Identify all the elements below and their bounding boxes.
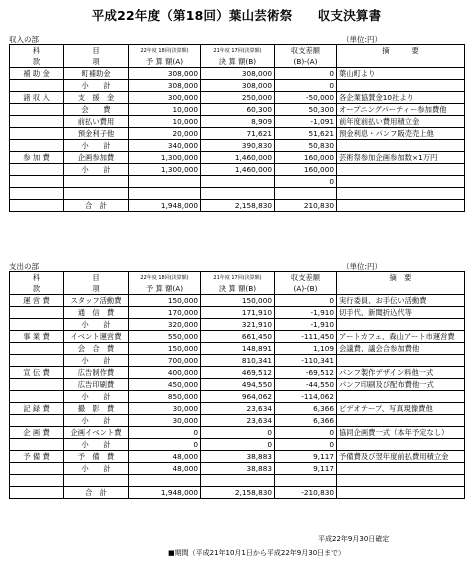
budget-cell: 300,000 — [129, 92, 201, 104]
kan-cell: 宣 伝 費 — [10, 367, 64, 379]
note-cell: 実行委員、お手伝い活動費 — [337, 295, 465, 307]
kan-cell — [10, 164, 64, 176]
expense-body — [10, 295, 465, 499]
diff-cell: 160,000 — [275, 152, 337, 164]
note-cell — [337, 176, 465, 188]
table-row — [10, 152, 465, 164]
kan-cell — [10, 343, 64, 355]
kan-cell: 記 録 費 — [10, 403, 64, 415]
kou-cell: 広告印刷費 — [64, 379, 129, 391]
diff-cell: -210,830 — [275, 487, 337, 499]
note-cell: 葉山町より — [337, 68, 465, 80]
actual-cell: 810,341 — [201, 355, 275, 367]
diff-cell: -44,550 — [275, 379, 337, 391]
diff-cell: 50,300 — [275, 104, 337, 116]
table-row — [10, 367, 465, 379]
header-actual: 決 算 額(B) — [201, 56, 275, 68]
budget-cell: 700,000 — [129, 355, 201, 367]
kan-cell: 企 画 費 — [10, 427, 64, 439]
note-cell — [337, 200, 465, 212]
actual-cell: 1,460,000 — [201, 164, 275, 176]
note-cell — [337, 164, 465, 176]
diff-cell: 9,117 — [275, 451, 337, 463]
table-row — [10, 176, 465, 188]
period-note: ■期間（平成21年10月1日から平成22年9月30日まで） — [168, 549, 346, 557]
actual-cell: 1,460,000 — [201, 152, 275, 164]
note-cell — [337, 80, 465, 92]
budget-cell: 450,000 — [129, 379, 201, 391]
table-row — [10, 92, 465, 104]
budget-cell — [129, 176, 201, 188]
kan-cell: 諸 収 入 — [10, 92, 64, 104]
diff-cell: -69,512 — [275, 367, 337, 379]
actual-cell: 38,883 — [201, 463, 275, 475]
note-cell — [337, 319, 465, 331]
table-row — [10, 295, 465, 307]
income-table — [9, 44, 465, 212]
diff-cell: 51,621 — [275, 128, 337, 140]
kou-cell: 預金利子他 — [64, 128, 129, 140]
actual-cell — [201, 176, 275, 188]
kou-cell: 前払い費用 — [64, 116, 129, 128]
header-kamoku: 科 — [10, 45, 64, 57]
header-diff-formula: (A)-(B) — [275, 283, 337, 295]
diff-cell: -111,450 — [275, 331, 337, 343]
kou-cell: 企画参加費 — [64, 152, 129, 164]
budget-cell: 1,300,000 — [129, 152, 201, 164]
budget-cell: 550,000 — [129, 331, 201, 343]
budget-cell: 48,000 — [129, 451, 201, 463]
expense-header-row-2 — [10, 283, 465, 295]
kan-cell — [10, 128, 64, 140]
kou-cell: 会 費 — [64, 104, 129, 116]
header-kan: 款 — [10, 283, 64, 295]
diff-cell: 1,109 — [275, 343, 337, 355]
table-row — [10, 319, 465, 331]
table-row — [10, 463, 465, 475]
actual-cell: 661,450 — [201, 331, 275, 343]
kou-cell: 広告制作費 — [64, 367, 129, 379]
kou-cell: 小 計 — [64, 140, 129, 152]
header-kan: 款 — [10, 56, 64, 68]
kan-cell — [10, 319, 64, 331]
table-row — [10, 307, 465, 319]
table-row — [10, 487, 465, 499]
budget-cell — [129, 475, 201, 487]
note-cell: 各企業協賛金10社より — [337, 92, 465, 104]
kou-cell: 会 合 費 — [64, 343, 129, 355]
budget-cell: 170,000 — [129, 307, 201, 319]
budget-cell: 10,000 — [129, 116, 201, 128]
table-row — [10, 475, 465, 487]
header-note: 摘 要 — [337, 272, 465, 284]
budget-cell: 30,000 — [129, 403, 201, 415]
diff-cell — [275, 188, 337, 200]
kan-cell — [10, 415, 64, 427]
kou-cell: 小 計 — [64, 415, 129, 427]
table-row — [10, 343, 465, 355]
note-cell: 芸術祭参加企画参加数×1万円 — [337, 152, 465, 164]
kan-cell — [10, 391, 64, 403]
kou-cell: 小 計 — [64, 439, 129, 451]
note-cell: 前年度前払い費用積立金 — [337, 116, 465, 128]
header-year-22: 22年度 18回(決算額) — [129, 45, 201, 57]
kan-cell: 予 備 費 — [10, 451, 64, 463]
diff-cell: 0 — [275, 295, 337, 307]
kan-cell — [10, 475, 64, 487]
header-kou: 項 — [64, 56, 129, 68]
actual-cell: 38,883 — [201, 451, 275, 463]
budget-cell: 10,000 — [129, 104, 201, 116]
actual-cell — [201, 475, 275, 487]
diff-cell: 0 — [275, 176, 337, 188]
note-cell — [337, 487, 465, 499]
table-row — [10, 80, 465, 92]
header-actual: 決 算 額(B) — [201, 283, 275, 295]
diff-cell: -110,341 — [275, 355, 337, 367]
kan-cell — [10, 140, 64, 152]
table-row — [10, 391, 465, 403]
diff-cell: -50,000 — [275, 92, 337, 104]
table-row — [10, 403, 465, 415]
kou-cell: 小 計 — [64, 164, 129, 176]
budget-cell: 320,000 — [129, 319, 201, 331]
kan-cell — [10, 104, 64, 116]
actual-cell: 148,891 — [201, 343, 275, 355]
diff-cell — [275, 475, 337, 487]
budget-cell: 1,948,000 — [129, 200, 201, 212]
note-cell: オープニングパーティー参加費他 — [337, 104, 465, 116]
note-cell: 予備費及び翌年度前払費用積立金 — [337, 451, 465, 463]
actual-cell: 71,621 — [201, 128, 275, 140]
actual-cell: 8,909 — [201, 116, 275, 128]
budget-cell: 308,000 — [129, 68, 201, 80]
header-year-21: 21年度 17回(決算額) — [201, 272, 275, 284]
income-body — [10, 68, 465, 212]
actual-cell: 23,634 — [201, 403, 275, 415]
budget-cell: 0 — [129, 439, 201, 451]
table-row — [10, 427, 465, 439]
budget-cell: 48,000 — [129, 463, 201, 475]
kan-cell — [10, 439, 64, 451]
header-note — [337, 45, 465, 57]
note-cell — [337, 355, 465, 367]
diff-cell: -1,910 — [275, 319, 337, 331]
diff-cell: 6,366 — [275, 415, 337, 427]
note-cell — [337, 140, 465, 152]
kou-cell: 予 備 費 — [64, 451, 129, 463]
income-header-row-1 — [10, 45, 465, 57]
note-cell: 預金利息・パンフ販売売上他 — [337, 128, 465, 140]
actual-cell: 0 — [201, 439, 275, 451]
kou-cell: 小 計 — [64, 319, 129, 331]
actual-cell: 469,512 — [201, 367, 275, 379]
diff-cell: 0 — [275, 427, 337, 439]
actual-cell: 494,550 — [201, 379, 275, 391]
kou-cell: 撮 影 費 — [64, 403, 129, 415]
header-blank — [337, 283, 465, 295]
actual-cell: 321,910 — [201, 319, 275, 331]
budget-cell: 1,300,000 — [129, 164, 201, 176]
kou-cell — [64, 188, 129, 200]
budget-cell: 30,000 — [129, 415, 201, 427]
budget-cell: 20,000 — [129, 128, 201, 140]
table-row — [10, 140, 465, 152]
kou-cell: 町補助金 — [64, 68, 129, 80]
header-blank — [337, 56, 465, 68]
kou-cell: 企画イベント費 — [64, 427, 129, 439]
header-moku: 目 — [64, 272, 129, 284]
diff-cell: 210,830 — [275, 200, 337, 212]
kou-cell: 小 計 — [64, 391, 129, 403]
table-row — [10, 68, 465, 80]
diff-cell: 0 — [275, 68, 337, 80]
header-note-1: 摘 — [382, 45, 390, 55]
kan-cell: 参 加 費 — [10, 152, 64, 164]
header-note-2: 要 — [411, 45, 419, 55]
diff-cell: 160,000 — [275, 164, 337, 176]
table-row — [10, 116, 465, 128]
actual-cell: 964,062 — [201, 391, 275, 403]
table-row — [10, 415, 465, 427]
header-year-21: 21年度 17回(決算額) — [201, 45, 275, 57]
header-moku: 目 — [64, 45, 129, 57]
actual-cell: 0 — [201, 427, 275, 439]
budget-cell: 400,000 — [129, 367, 201, 379]
diff-cell: -1,091 — [275, 116, 337, 128]
note-cell — [337, 415, 465, 427]
table-row — [10, 104, 465, 116]
note-cell: 切手代、新聞折込代等 — [337, 307, 465, 319]
note-cell — [337, 463, 465, 475]
table-row — [10, 128, 465, 140]
kou-cell: イベント運営費 — [64, 331, 129, 343]
budget-cell: 340,000 — [129, 140, 201, 152]
budget-cell — [129, 188, 201, 200]
diff-cell: -114,062 — [275, 391, 337, 403]
note-cell: 協同企画費一式（本年予定なし） — [337, 427, 465, 439]
kou-cell — [64, 475, 129, 487]
expense-unit-label: （単位:円） — [342, 262, 383, 271]
kan-cell — [10, 355, 64, 367]
expense-table — [9, 271, 465, 499]
kou-cell: 小 計 — [64, 355, 129, 367]
actual-cell: 250,000 — [201, 92, 275, 104]
note-cell: アートカフェ、森山アート市運営費 — [337, 331, 465, 343]
actual-cell: 2,158,830 — [201, 487, 275, 499]
kan-cell — [10, 80, 64, 92]
note-cell: パンフ印刷及び配布費他一式 — [337, 379, 465, 391]
header-diff-formula: (B)-(A) — [275, 56, 337, 68]
kan-cell — [10, 176, 64, 188]
actual-cell — [201, 188, 275, 200]
table-row — [10, 164, 465, 176]
table-row — [10, 451, 465, 463]
header-kou: 項 — [64, 283, 129, 295]
kou-cell: スタッフ活動費 — [64, 295, 129, 307]
document-title: 平成22年度（第18回）葉山芸術祭 収支決算書 — [91, 8, 382, 23]
budget-cell: 150,000 — [129, 343, 201, 355]
income-unit-label: （単位:円） — [342, 35, 383, 44]
expense-section-label: 支出の部 — [9, 262, 39, 271]
income-header-row-2 — [10, 56, 465, 68]
actual-cell: 308,000 — [201, 80, 275, 92]
note-cell: 会議費、議会合参加費他 — [337, 343, 465, 355]
kan-cell — [10, 200, 64, 212]
table-row — [10, 355, 465, 367]
note-cell — [337, 475, 465, 487]
diff-cell: 9,117 — [275, 463, 337, 475]
note-cell — [337, 439, 465, 451]
kou-cell: 小 計 — [64, 80, 129, 92]
kan-cell: 補 助 金 — [10, 68, 64, 80]
confirmed-date: 平成22年9月30日確定 — [318, 535, 390, 543]
budget-cell: 850,000 — [129, 391, 201, 403]
diff-cell: 0 — [275, 80, 337, 92]
kan-cell — [10, 379, 64, 391]
kan-cell — [10, 116, 64, 128]
diff-cell: 6,366 — [275, 403, 337, 415]
table-row — [10, 188, 465, 200]
kan-cell: 運 営 費 — [10, 295, 64, 307]
kou-cell: 通 信 費 — [64, 307, 129, 319]
kou-cell — [64, 176, 129, 188]
kan-cell — [10, 188, 64, 200]
header-diff: 収支差額 — [275, 45, 337, 57]
expense-header-row-1 — [10, 272, 465, 284]
diff-cell: 50,830 — [275, 140, 337, 152]
kan-cell — [10, 463, 64, 475]
note-cell — [337, 188, 465, 200]
budget-cell: 0 — [129, 427, 201, 439]
budget-cell: 150,000 — [129, 295, 201, 307]
header-budget: 予 算 額(A) — [129, 56, 201, 68]
actual-cell: 150,000 — [201, 295, 275, 307]
kou-cell: 小 計 — [64, 463, 129, 475]
actual-cell: 308,000 — [201, 68, 275, 80]
diff-cell: 0 — [275, 439, 337, 451]
budget-cell: 308,000 — [129, 80, 201, 92]
kou-cell: 支 援 金 — [64, 92, 129, 104]
diff-cell: -1,910 — [275, 307, 337, 319]
table-row — [10, 331, 465, 343]
budget-cell: 1,948,000 — [129, 487, 201, 499]
kan-cell — [10, 307, 64, 319]
header-diff: 収支差額 — [275, 272, 337, 284]
note-cell: パンフ製作デザイン料他一式 — [337, 367, 465, 379]
header-year-22: 22年度 18回(決算額) — [129, 272, 201, 284]
kan-cell — [10, 487, 64, 499]
actual-cell: 60,300 — [201, 104, 275, 116]
table-row — [10, 200, 465, 212]
header-budget: 予 算 額(A) — [129, 283, 201, 295]
actual-cell: 2,158,830 — [201, 200, 275, 212]
income-section-label: 収入の部 — [9, 35, 39, 44]
note-cell — [337, 391, 465, 403]
note-cell: ビデオテープ、写真現像費他 — [337, 403, 465, 415]
actual-cell: 390,830 — [201, 140, 275, 152]
actual-cell: 171,910 — [201, 307, 275, 319]
table-row — [10, 379, 465, 391]
kan-cell: 事 業 費 — [10, 331, 64, 343]
header-kamoku: 科 — [10, 272, 64, 284]
kou-cell: 合 計 — [64, 200, 129, 212]
kou-cell: 合 計 — [64, 487, 129, 499]
table-row — [10, 439, 465, 451]
actual-cell: 23,634 — [201, 415, 275, 427]
